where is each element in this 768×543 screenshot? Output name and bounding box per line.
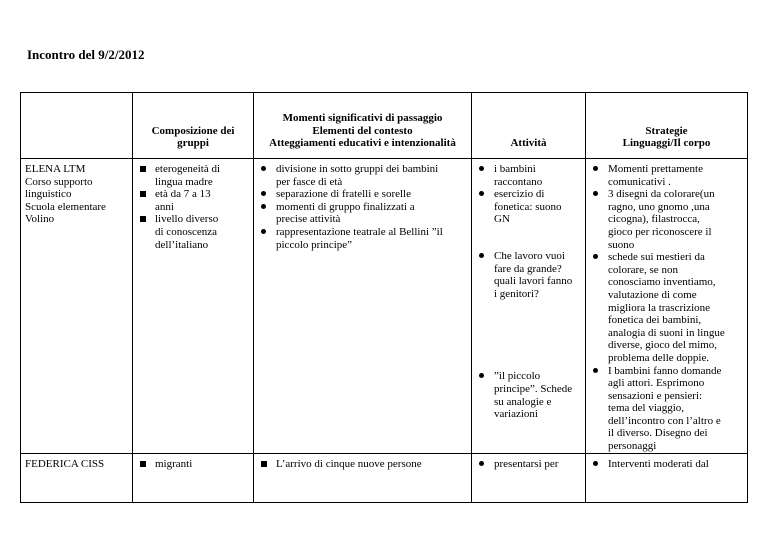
strategie-list bbox=[590, 163, 743, 453]
table-row bbox=[21, 159, 748, 454]
attivita-list bbox=[476, 163, 581, 421]
composizione-list bbox=[137, 163, 249, 251]
list-item: esercizio di fonetica: suono GN bbox=[476, 188, 581, 226]
list-item: Momenti prettamente comunicativi . bbox=[590, 163, 743, 188]
list-item: presentarsi per bbox=[476, 458, 581, 471]
list-item: età da 7 a 13 anni bbox=[137, 188, 249, 213]
header-composizione: Composizione dei gruppi bbox=[133, 93, 254, 159]
momenti-cell bbox=[254, 453, 472, 502]
list-item: 3 disegni da colorare(un ragno, uno gnomo ,una cicogna), filastrocca, gioco per riconoscere il suono bbox=[590, 188, 743, 251]
activity-table bbox=[20, 92, 748, 503]
list-item: Che lavoro vuoi fare da grande? quali lavori fanno i genitori? bbox=[476, 250, 581, 300]
row-name-cell: FEDERICA CISS bbox=[21, 453, 133, 502]
list-item: ”il piccolo principe”. Schede su analogie e variazioni bbox=[476, 370, 581, 420]
strategie-cell bbox=[586, 159, 748, 454]
list-item: Interventi moderati dal bbox=[590, 458, 743, 471]
list-item: livello diverso di conoscenza dell’italiano bbox=[137, 213, 249, 251]
attivita-cell bbox=[472, 159, 586, 454]
attivita-cell bbox=[472, 453, 586, 502]
row-name-cell: ELENA LTM Corso supporto linguistico Scuola elementare Volino bbox=[21, 159, 133, 454]
composizione-list bbox=[137, 458, 249, 471]
list-item: momenti di gruppo finalizzati a precise attività bbox=[258, 201, 467, 226]
composizione-cell bbox=[133, 159, 254, 454]
list-item: i bambini raccontano bbox=[476, 163, 581, 188]
header-empty bbox=[21, 93, 133, 159]
strategie-cell bbox=[586, 453, 748, 502]
header-attivita: Attività bbox=[472, 93, 586, 159]
header-momenti: Momenti significativi di passaggio Elementi del contesto Atteggiamenti educativi e intenzionalità bbox=[254, 93, 472, 159]
composizione-cell bbox=[133, 453, 254, 502]
header-row bbox=[21, 93, 748, 159]
list-item: eterogeneità di lingua madre bbox=[137, 163, 249, 188]
momenti-list bbox=[258, 458, 467, 471]
list-item: separazione di fratelli e sorelle bbox=[258, 188, 467, 201]
document-title: Incontro del 9/2/2012 bbox=[27, 47, 145, 62]
list-item: divisione in sotto gruppi dei bambini per fasce di età bbox=[258, 163, 467, 188]
table-row bbox=[21, 453, 748, 502]
header-strategie: Strategie Linguaggi/Il corpo bbox=[586, 93, 748, 159]
list-item: schede sui mestieri da colorare, se non conosciamo inventiamo, valutazione di come migliora la trascrizione fonetica dei bambini, analogia di suoni in lingue diverse, gioco del mimo, problema delle doppie. bbox=[590, 251, 743, 364]
momenti-list bbox=[258, 163, 467, 251]
list-item: migranti bbox=[137, 458, 249, 471]
list-item: I bambini fanno domande agli attori. Esprimono sensazioni e pensieri: tema del viaggio, dell’incontro con l’altro e il diverso. Disegno dei personaggi bbox=[590, 365, 743, 453]
momenti-cell bbox=[254, 159, 472, 454]
list-item: L’arrivo di cinque nuove persone bbox=[258, 458, 467, 471]
list-item: rappresentazione teatrale al Bellini ”il piccolo principe” bbox=[258, 226, 467, 251]
attivita-list bbox=[476, 458, 581, 471]
strategie-list bbox=[590, 458, 743, 471]
